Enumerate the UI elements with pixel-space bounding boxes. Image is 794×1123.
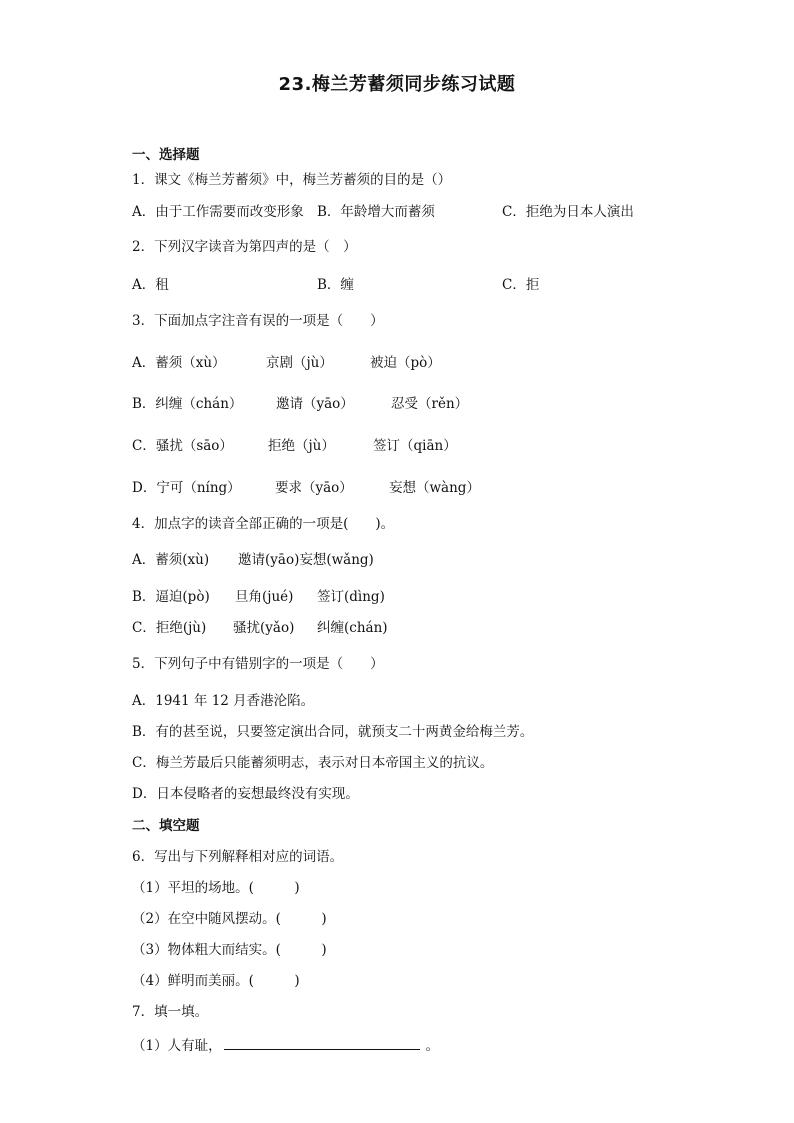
section-heading-fill: 二、填空题 [132,818,200,834]
question-3-option-a-word-2: 京剧（jù） [266,355,333,371]
question-6-item-4[interactable]: （4）鲜明而美丽。( ) [132,973,300,989]
question-3-option-c-word-3: 签订（qiān） [373,438,457,454]
question-7-item-1-suffix: 。 [425,1038,440,1054]
question-2-option-b[interactable]: B．缠 [317,277,354,293]
question-4-option-c-word-3: 纠缠(chán) [317,620,388,636]
question-3-option-b-word-3: 忍受（rěn） [391,396,469,412]
question-3-option-d[interactable]: D．宁可（níng） [132,480,241,496]
answer-blank[interactable] [224,1037,420,1050]
section-heading-choice: 一、选择题 [132,147,200,163]
question-5-option-c[interactable]: C．梅兰芳最后只能蓄须明志，表示对日本帝国主义的抗议。 [132,755,494,771]
question-3-option-c-word-2: 拒绝（jù） [268,438,335,454]
question-1-stem: 1．课文《梅兰芳蓄须》中，梅兰芳蓄须的目的是（） [132,172,452,188]
question-3-option-a[interactable]: A．蓄须（xù） [132,355,226,371]
question-6-item-1[interactable]: （1）平坦的场地。( ) [132,880,300,896]
question-3-option-b-word-2: 邀请（yāo） [276,396,354,412]
question-2-option-c[interactable]: C．拒 [502,277,540,293]
question-6-stem: 6．写出与下列解释相对应的词语。 [132,849,344,865]
page-title: 23.梅兰芳蓄须同步练习试题 [278,74,516,95]
question-4-option-c-word-2: 骚扰(yǎo) [233,620,295,636]
question-3-option-a-word-3: 被迫（pò） [370,355,441,371]
question-2-stem: 2．下列汉字读音为第四声的是（ ） [132,239,357,255]
question-3-option-d-word-3: 妄想（wàng） [389,480,480,496]
question-2-option-a[interactable]: A．租 [132,277,169,293]
question-1-option-c[interactable]: C．拒绝为日本人演出 [502,204,634,220]
question-4-option-c[interactable]: C．拒绝(jù) [132,620,207,636]
question-3-option-c[interactable]: C．骚扰（sāo） [132,438,233,454]
question-5-option-d[interactable]: D．日本侵略者的妄想最终没有实现。 [132,786,359,802]
question-5-stem: 5．下列句子中有错别字的一项是（ ） [132,656,384,672]
question-5-option-a[interactable]: A．1941 年 12 月香港沦陷。 [132,693,315,709]
question-3-option-d-word-2: 要求（yāo） [275,480,353,496]
question-6-item-2[interactable]: （2）在空中随风摆动。( ) [132,911,327,927]
question-3-stem: 3．下面加点字注音有误的一项是（ ） [132,313,384,329]
question-4-option-a-words: 邀请(yāo)妄想(wǎng) [238,552,374,568]
question-4-option-b-word-3: 签订(dìng) [317,589,385,605]
question-7-stem: 7．填一填。 [132,1004,209,1020]
question-7-item-1 [132,1037,439,1055]
question-1-option-b[interactable]: B．年龄增大而蓄须 [317,204,435,220]
question-4-option-a[interactable]: A．蓄须(xù) [132,552,210,568]
question-7-item-1-prefix: （1）人有耻， [132,1038,222,1054]
question-6-item-3[interactable]: （3）物体粗大而结实。( ) [132,942,327,958]
question-4-option-b[interactable]: B．逼迫(pò) [132,589,210,605]
question-3-option-b[interactable]: B．纠缠（chán） [132,396,243,412]
question-4-option-b-word-2: 旦角(jué) [235,589,294,605]
question-1-option-a[interactable]: A．由于工作需要而改变形象 [132,204,304,220]
question-5-option-b[interactable]: B．有的甚至说，只要签定演出合同，就预支二十两黄金给梅兰芳。 [132,724,534,740]
question-4-stem: 4．加点字的读音全部正确的一项是( )。 [132,516,395,532]
